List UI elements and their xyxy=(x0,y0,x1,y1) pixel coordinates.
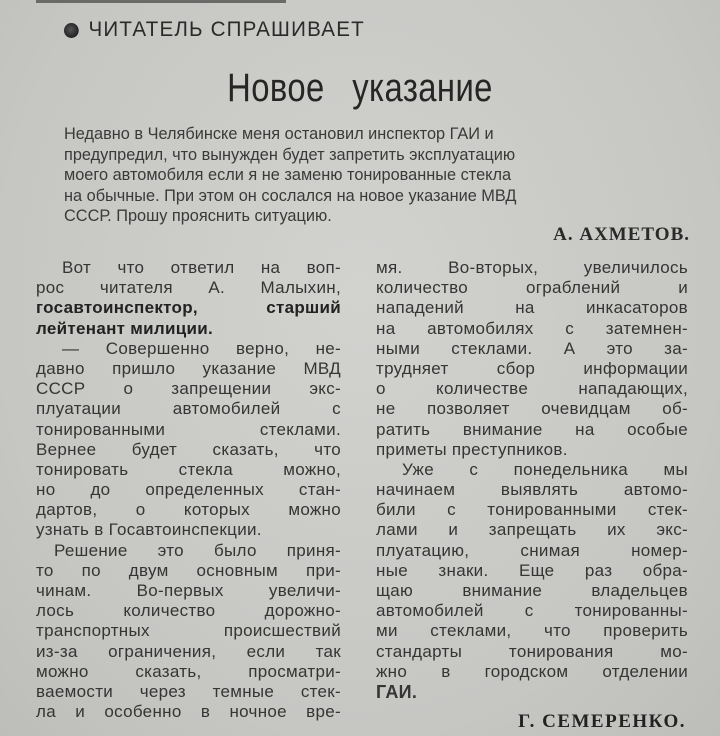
answer-left-column xyxy=(36,258,341,722)
answer-line: нападений на инкасаторов xyxy=(376,298,688,318)
answer-line: но до определенных стан- xyxy=(36,480,341,500)
top-rule-divider xyxy=(36,0,286,3)
answer-line: ла и особенно в ночное вре- xyxy=(36,702,341,722)
answer-line: транспортных происшествий xyxy=(36,621,341,641)
answer-line: ратить внимание на особые xyxy=(376,419,688,439)
answer-line: ми стеклами, что проверить xyxy=(376,621,688,641)
answer-line: о количестве нападающих, xyxy=(376,379,688,399)
answer-line: ваемости через темные стек- xyxy=(36,681,341,701)
answer-line: плуатацию, снимая номер- xyxy=(376,540,688,560)
answer-line: на автомобилях с затемнен- xyxy=(376,318,688,338)
answer-line: трудняет сбор информации xyxy=(376,358,688,378)
answer-line: узнать в Госавтоинспекции. xyxy=(36,520,262,540)
answer-line: давно пришло указание МВД xyxy=(36,358,341,378)
answer-line: можно сказать, просматри- xyxy=(36,661,341,681)
reader-letter xyxy=(64,124,667,227)
letter-line: СССР. Прошу прояснить ситуацию. xyxy=(64,206,332,225)
answer-right-column xyxy=(376,258,688,702)
answer-line: начинаем выявлять автомо- xyxy=(376,480,688,500)
answer-line: жно в городском отделении xyxy=(376,661,688,681)
answer-line: Вот что ответил на воп- xyxy=(62,258,341,277)
round-bullet-icon xyxy=(64,23,79,38)
answer-line: не позволяет очевидцам об- xyxy=(376,399,688,419)
answer-line: Вернее будет сказать, что xyxy=(36,439,341,459)
answer-line: щаю внимание владельцев xyxy=(376,581,688,600)
answer-line: дартов, о которых можно xyxy=(36,500,341,520)
answer-signature: Г. СЕМЕРЕНКО. xyxy=(518,711,686,732)
section-rubric xyxy=(64,18,365,42)
answer-line: чинам. Во-первых увеличи- xyxy=(36,581,341,600)
answer-line: рос читателя А. Малыхин, xyxy=(36,278,341,298)
answer-line: то по двум основным при- xyxy=(36,560,341,580)
rubric-label: ЧИТАТЕЛЬ СПРАШИВАЕТ xyxy=(88,18,365,41)
answer-line: лами и запрещать их экс- xyxy=(376,520,688,540)
letter-line: предупредил, что вынужден будет запретить эксплуатацию xyxy=(64,144,516,164)
letter-line: на обычные. При этом он сослался на новое указание МВД xyxy=(64,185,517,205)
answer-line: ные знаки. Еще раз обра- xyxy=(376,560,688,580)
answer-line: тонировать стекла можно, xyxy=(36,459,341,479)
letter-line: Недавно в Челябинске меня остановил инспектор ГАИ и xyxy=(64,124,494,143)
answer-line: — Совершенно верно, не- xyxy=(62,338,341,358)
answer-line: СССР о запрещении экс- xyxy=(36,379,341,399)
answer-line: Решение это было приня- xyxy=(54,540,341,560)
answer-line: тонированными стеклами. xyxy=(36,419,341,439)
answer-line: били с тонированными стек- xyxy=(376,500,688,520)
answer-line: госавтоинспектор, старший xyxy=(36,298,341,318)
answer-line: лейтенант милиции. xyxy=(36,318,214,338)
letter-line: моего автомобиля если я не заменю тонированные стекла xyxy=(64,165,512,184)
answer-line: из-за ограничения, если так xyxy=(36,641,341,661)
answer-line: автомобилей с тонированны- xyxy=(376,601,688,621)
answer-line: ными стеклами. А это за- xyxy=(376,338,688,358)
answer-line: стандарты тонирования мо- xyxy=(376,641,688,661)
article-headline: Новое указание xyxy=(227,66,493,110)
answer-line: мя. Во-вторых, увеличилось xyxy=(376,258,688,277)
answer-line: ГАИ. xyxy=(376,681,418,702)
answer-line: приметы преступников. xyxy=(376,439,568,459)
answer-line: количество ограблений и xyxy=(376,278,688,298)
letter-signature: А. АХМЕТОВ. xyxy=(553,224,690,245)
answer-line: лось количество дорожно- xyxy=(36,601,341,621)
answer-line: плуатации автомобилей с xyxy=(36,399,341,419)
answer-line: Уже с понедельника мы xyxy=(402,459,688,479)
